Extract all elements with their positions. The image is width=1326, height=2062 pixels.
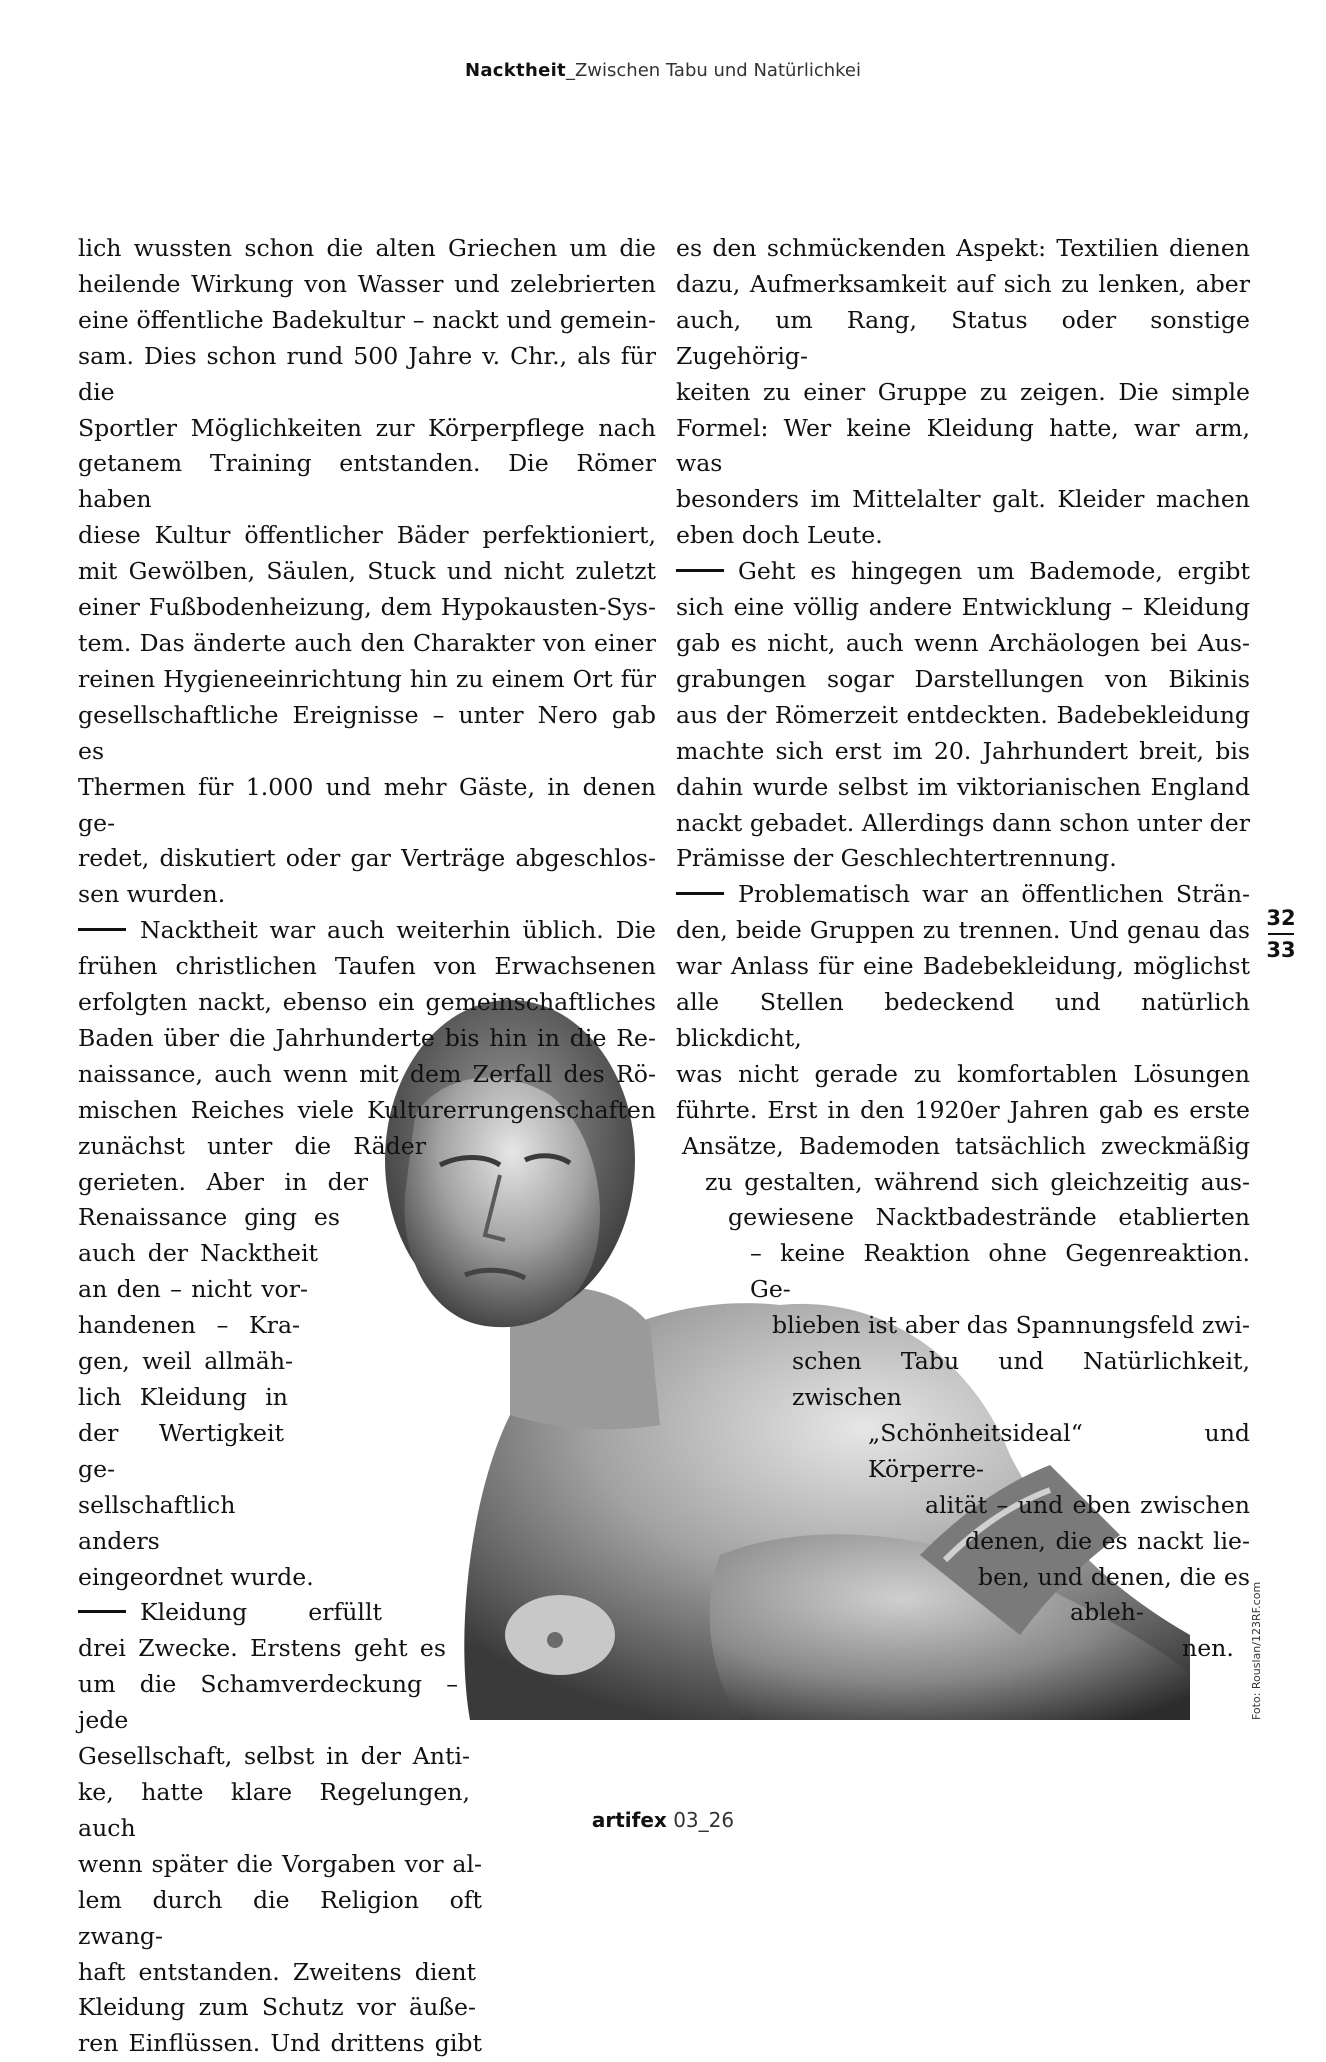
text-line: [78, 1272, 308, 1308]
text-line-content: es den schmückenden Aspekt: Textilien dienen: [676, 234, 1250, 262]
text-line: [792, 1344, 1250, 1416]
text-line: [676, 231, 1250, 267]
text-line-content: Prämisse der Geschlechtertrennung.: [676, 844, 1117, 873]
text-line: [978, 1560, 1250, 1596]
text-line-content: Formel: Wer keine Kleidung hatte, war arm, was: [676, 413, 1250, 478]
text-line-content: den, beide Gruppen zu trennen. Und genau das: [676, 916, 1250, 945]
text-line-content: denen, die es nackt lie-: [965, 1526, 1250, 1555]
text-line-content: grabungen sogar Darstellungen von Bikinis: [676, 664, 1250, 693]
text-line-content: mischen Reiches viele Kulturerrungenschaften: [78, 1095, 656, 1124]
text-line-content: eingeordnet wurde.: [78, 1562, 314, 1591]
text-line-content: handenen – Kra-: [78, 1311, 300, 1340]
text-line-content: Kleidung erfüllt: [140, 1598, 382, 1627]
text-line: [78, 1057, 656, 1093]
text-line: [676, 877, 1250, 913]
text-line-content: blieben ist aber das Spannungsfeld zwi-: [772, 1311, 1250, 1340]
text-line-content: ben, und denen, die es: [978, 1562, 1250, 1591]
text-line: [78, 698, 656, 770]
text-line: [78, 1847, 482, 1883]
text-line: [676, 841, 1250, 877]
text-line: [772, 1308, 1250, 1344]
text-line: [78, 2026, 482, 2062]
text-line: [78, 1990, 476, 2026]
text-line: [676, 411, 1250, 483]
text-line-content: Renaissance ging es: [78, 1203, 340, 1232]
text-line-content: Kleidung zum Schutz vor äuße-: [78, 1993, 476, 2022]
text-line: [78, 1667, 458, 1739]
text-line: [78, 590, 656, 626]
text-line-content: sich eine völlig andere Entwicklung – Kleidung: [676, 593, 1250, 622]
text-line: [1182, 1631, 1250, 1667]
text-line-content: „Schönheitsideal“ und Körperre-: [868, 1418, 1250, 1483]
text-line-content: gerieten. Aber in der: [78, 1167, 368, 1196]
text-line: [78, 554, 656, 590]
text-line: [705, 1165, 1250, 1201]
text-line-content: ren Einflüssen. Und drittens gibt: [78, 2029, 482, 2058]
footer-issue: 03_26: [673, 1808, 735, 1832]
text-line-content: nackt gebadet. Allerdings dann schon unter der: [676, 808, 1250, 837]
text-line-content: eben doch Leute.: [676, 521, 883, 550]
text-line: [78, 949, 656, 985]
text-line: [78, 1021, 656, 1057]
text-line: [78, 518, 656, 554]
text-line: [868, 1416, 1250, 1488]
text-line-content: getanem Training entstanden. Die Römer haben: [78, 449, 656, 514]
running-header: [0, 60, 1326, 81]
text-line-content: alle Stellen bedeckend und natürlich blickdicht,: [676, 988, 1250, 1052]
text-line-content: erfolgten nackt, ebenso ein gemeinschaftliches: [78, 988, 656, 1017]
text-line-content: tem. Das änderte auch den Charakter von einer: [78, 628, 656, 657]
text-line-content: lich Kleidung in: [78, 1383, 288, 1411]
text-line: [750, 1236, 1250, 1308]
text-line-content: Nacktheit war auch weiterhin üblich. Die: [140, 916, 656, 945]
text-line-content: eine öffentliche Badekultur – nackt und gemein-: [78, 305, 656, 334]
text-line: [676, 913, 1250, 949]
text-line-content: nen.: [1182, 1634, 1234, 1663]
text-line-content: Baden über die Jahrhunderte bis hin in die Re-: [78, 1023, 656, 1052]
text-line-content: heilende Wirkung von Wasser und zelebrierten: [78, 269, 656, 298]
text-line-content: naissance, auch wenn mit dem Zerfall des Rö-: [78, 1059, 656, 1088]
text-line: [676, 1093, 1250, 1129]
text-line-content: reinen Hygieneeinrichtung hin zu einem Ort für: [78, 664, 656, 693]
text-line: [676, 267, 1250, 303]
text-line-content: lich wussten schon die alten Griechen um die: [78, 234, 656, 262]
header-separator: _: [565, 60, 575, 81]
text-line: [78, 877, 656, 913]
text-line-content: gen, weil allmäh-: [78, 1347, 293, 1376]
paragraph-dash: [78, 1610, 126, 1613]
text-line: [676, 590, 1250, 626]
text-line-content: führte. Erst in den 1920er Jahren gab es erste: [676, 1095, 1250, 1124]
text-line: [676, 985, 1250, 1057]
text-line: [78, 1129, 426, 1165]
text-line: [676, 949, 1250, 985]
footer-magazine: artifex: [591, 1808, 667, 1832]
text-line-content: der Wertigkeit ge-: [78, 1418, 284, 1483]
text-line: [78, 626, 656, 662]
text-line-content: einer Fußbodenheizung, dem Hypokausten-Sys-: [78, 593, 656, 622]
text-line: [78, 1739, 470, 1775]
text-line-content: gesellschaftliche Ereignisse – unter Nero gab es: [78, 700, 656, 765]
page-number-divider: [1268, 933, 1294, 935]
text-line: [78, 1165, 368, 1201]
text-line: [78, 1631, 446, 1667]
text-line: [676, 482, 1250, 518]
text-line: [676, 734, 1250, 770]
text-line-content: war Anlass für eine Badebekleidung, möglichst: [676, 952, 1250, 981]
paragraph-dash: [676, 892, 724, 895]
text-line: [676, 770, 1250, 806]
text-line: [78, 1344, 293, 1380]
photo-credit: Foto: Rouslan/123RF.com: [1250, 1581, 1263, 1720]
text-column-right: [676, 231, 1250, 1667]
text-line: [78, 913, 656, 949]
text-line: [78, 1308, 300, 1344]
text-line-content: ke, hatte klare Regelungen, auch: [78, 1777, 470, 1842]
page-number-right: 33: [1266, 938, 1296, 962]
text-line-content: Geht es hingegen um Bademode, ergibt: [738, 557, 1250, 586]
text-line: [676, 554, 1250, 590]
text-line: [925, 1488, 1250, 1524]
text-line: [1070, 1595, 1250, 1631]
text-line: [78, 985, 656, 1021]
text-line-content: um die Schamverdeckung – jede: [78, 1670, 458, 1735]
text-line-content: lem durch die Religion oft zwang-: [78, 1885, 482, 1950]
text-line-content: redet, diskutiert oder gar Verträge abgeschlos-: [78, 844, 656, 873]
text-line-content: sen wurden.: [78, 880, 226, 909]
text-line: [78, 1200, 340, 1236]
text-line-content: auch, um Rang, Status oder sonstige Zugehörig-: [676, 305, 1250, 370]
text-line: [676, 626, 1250, 662]
text-line: [78, 770, 656, 842]
text-line-content: zunächst unter die Räder: [78, 1131, 426, 1160]
page-number-left: 32: [1266, 906, 1296, 930]
running-footer: [0, 1808, 1326, 1832]
text-line: [676, 303, 1250, 375]
text-line: [676, 698, 1250, 734]
text-line-content: gewiesene Nacktbadestrände etablierten: [728, 1203, 1250, 1232]
text-line: [78, 1093, 656, 1129]
text-line-content: was nicht gerade zu komfortablen Lösungen: [676, 1059, 1250, 1088]
text-line: [676, 518, 1250, 554]
text-line: [78, 1236, 318, 1272]
header-subtitle: Zwischen Tabu und Natürlichkei: [574, 60, 861, 81]
paragraph-dash: [676, 569, 724, 572]
text-line-content: Thermen für 1.000 und mehr Gäste, in denen ge-: [78, 772, 656, 837]
text-line-content: dahin wurde selbst im viktorianischen England: [676, 772, 1250, 801]
text-line-content: dazu, Aufmerksamkeit auf sich zu lenken, aber: [676, 269, 1250, 298]
text-line: [78, 1883, 482, 1955]
text-line: [78, 1955, 476, 1991]
text-line-content: drei Zwecke. Erstens geht es: [78, 1634, 446, 1663]
text-line: [78, 267, 656, 303]
text-line-content: keiten zu einer Gruppe zu zeigen. Die simple: [676, 377, 1250, 406]
text-line-content: zu gestalten, während sich gleichzeitig aus-: [705, 1167, 1250, 1196]
text-line: [965, 1524, 1250, 1560]
text-line: [78, 1595, 382, 1631]
text-line-content: machte sich erst im 20. Jahrhundert breit, bis: [676, 736, 1250, 765]
text-line-content: sam. Dies schon rund 500 Jahre v. Chr., als für die: [78, 341, 656, 406]
text-line: [78, 1416, 284, 1488]
text-line-content: Problematisch war an öffentlichen Strän-: [738, 880, 1250, 909]
text-line: [676, 375, 1250, 411]
text-line: [78, 303, 656, 339]
text-line-content: sellschaftlich anders: [78, 1490, 236, 1555]
text-line-content: besonders im Mittelalter galt. Kleider machen: [676, 485, 1250, 514]
text-line-content: aus der Römerzeit entdeckten. Badebekleidung: [676, 700, 1250, 729]
text-line-content: ableh-: [1070, 1598, 1144, 1627]
text-line-content: diese Kultur öffentlicher Bäder perfektioniert,: [78, 521, 656, 550]
text-line-content: an den – nicht vor-: [78, 1275, 308, 1304]
text-line-content: schen Tabu und Natürlichkeit, zwischen: [792, 1347, 1250, 1411]
text-line: [78, 841, 656, 877]
text-line: [78, 662, 656, 698]
text-line: [676, 1057, 1250, 1093]
text-line: [78, 411, 656, 447]
text-line: [682, 1129, 1250, 1165]
paragraph-dash: [78, 928, 126, 931]
text-line-content: haft entstanden. Zweitens dient: [78, 1957, 476, 1986]
text-line-content: – keine Reaktion ohne Gegenreaktion. Ge-: [750, 1239, 1250, 1304]
text-line-content: Gesellschaft, selbst in der Anti-: [78, 1742, 470, 1771]
text-line: [676, 806, 1250, 842]
text-line: [676, 662, 1250, 698]
text-line: [78, 1488, 324, 1560]
text-line: [728, 1200, 1250, 1236]
text-line: [78, 1560, 324, 1596]
text-line: [78, 1380, 288, 1416]
text-line-content: gab es nicht, auch wenn Archäologen bei Aus-: [676, 628, 1250, 657]
text-line-content: alität – und eben zwischen: [925, 1490, 1250, 1519]
text-column-left: [78, 231, 656, 2062]
text-line-content: mit Gewölben, Säulen, Stuck und nicht zuletzt: [78, 557, 656, 586]
page-numbers: [1263, 905, 1299, 963]
text-line: [78, 231, 656, 267]
text-line-content: Sportler Möglichkeiten zur Körperpflege nach: [78, 413, 656, 442]
text-line: [78, 339, 656, 411]
header-section: Nacktheit: [465, 60, 566, 81]
text-line-content: auch der Nacktheit: [78, 1239, 318, 1268]
text-line-content: Ansätze, Bademoden tatsächlich zweckmäßig: [682, 1131, 1250, 1160]
text-line: [78, 446, 656, 518]
text-line-content: wenn später die Vorgaben vor al-: [78, 1849, 482, 1878]
text-line-content: frühen christlichen Taufen von Erwachsenen: [78, 952, 656, 981]
